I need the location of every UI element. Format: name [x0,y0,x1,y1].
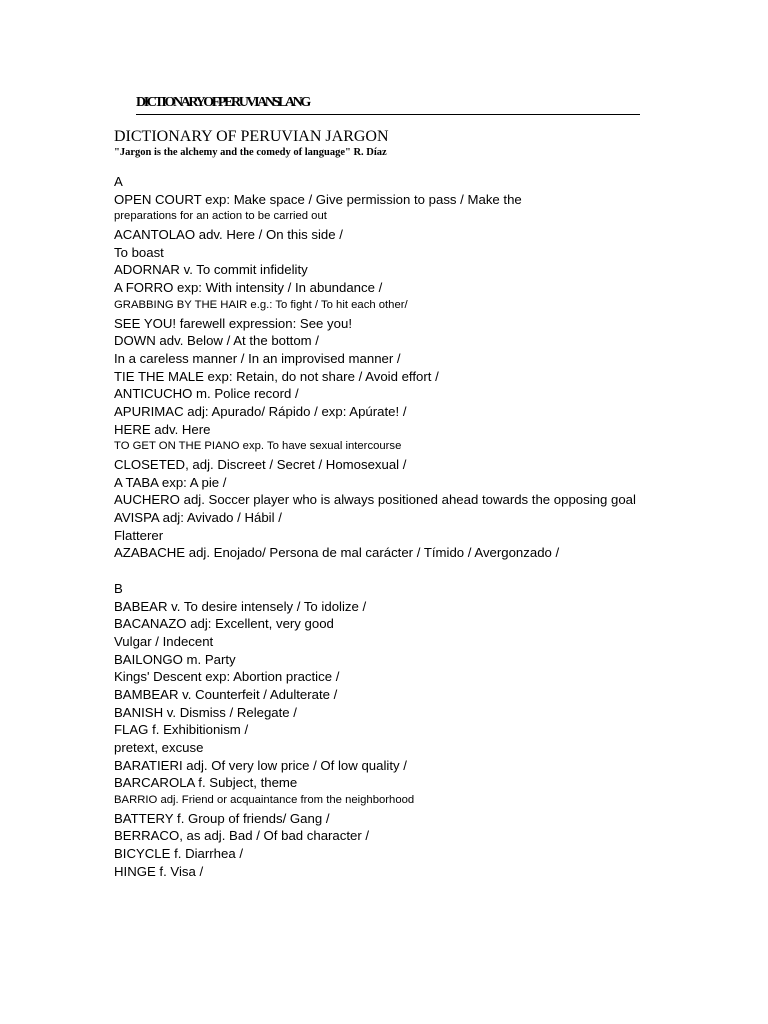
dictionary-entry: BICYCLE f. Diarrhea / [114,846,243,862]
dictionary-entry: BARATIERI adj. Of very low price / Of low quality / [114,757,407,773]
dictionary-entry: In a careless manner / In an improvised manner / [114,350,401,366]
dictionary-entry: ADORNAR v. To commit infidelity [114,262,308,278]
dictionary-entry: Flatterer [114,527,164,543]
section-letter: B [114,580,123,596]
dictionary-entry: A TABA exp: A pie / [114,474,227,490]
dictionary-entry: Vulgar / Indecent [114,633,214,649]
dictionary-entry: BACANAZO adj: Excellent, very good [114,616,334,632]
dictionary-entry: ANTICUCHO m. Police record / [114,386,299,402]
dictionary-entry: AVISPA adj: Avivado / Hábil / [114,510,282,526]
dictionary-entry: HERE adv. Here [114,421,211,437]
dictionary-entry-list [114,173,754,881]
dictionary-entry: HINGE f. Visa / [114,863,204,879]
dictionary-entry: TIE THE MALE exp: Retain, do not share / Avoid effort / [114,368,439,384]
dictionary-entry: BATTERY f. Group of friends/ Gang / [114,810,330,826]
dictionary-entry: GRABBING BY THE HAIR e.g.: To fight / To hit each other/ [114,298,408,311]
blank-line [114,562,754,580]
dictionary-entry: ACANTOLAO adv. Here / On this side / [114,227,343,243]
dictionary-entry: Kings' Descent exp: Abortion practice / [114,669,340,685]
dictionary-entry: BERRACO, as adj. Bad / Of bad character / [114,828,370,844]
dictionary-entry: TO GET ON THE PIANO exp. To have sexual intercourse [114,440,402,453]
dictionary-entry: DOWN adv. Below / At the bottom / [114,333,319,349]
dictionary-entry: SEE YOU! farewell expression: See you! [114,315,352,331]
dictionary-entry: preparations for an action to be carried out [114,210,327,223]
document-epigraph: "Jargon is the alchemy and the comedy of language" R. Díaz [114,147,387,158]
dictionary-entry: AUCHERO adj. Soccer player who is always positioned ahead towards the opposing goal [114,492,636,508]
dictionary-entry: APURIMAC adj: Apurado/ Rápido / exp: Apúrate! / [114,403,407,419]
dictionary-entry: pretext, excuse [114,740,204,755]
dictionary-entry: OPEN COURT exp: Make space / Give permission to pass / Make the [114,191,522,207]
dictionary-entry: AZABACHE adj. Enojado/ Persona de mal carácter / Tímido / Avergonzado / [114,545,560,561]
dictionary-entry: BARCAROLA f. Subject, theme [114,775,298,791]
dictionary-entry: To boast [114,244,164,260]
dictionary-entry: BAILONGO m. Party [114,651,236,667]
dictionary-entry: A FORRO exp: With intensity / In abundance / [114,280,383,296]
section-letter: A [114,174,123,189]
running-header-title: DICTIONARYOFPERUVIANSLANG [136,95,309,110]
document-title: DICTIONARY OF PERUVIAN JARGON [114,128,389,145]
dictionary-entry: FLAG f. Exhibitionism / [114,722,249,738]
dictionary-entry: BANISH v. Dismiss / Relegate / [114,704,297,720]
header-rule [136,114,640,115]
dictionary-entry: CLOSETED, adj. Discreet / Secret / Homosexual / [114,457,407,472]
dictionary-entry: BABEAR v. To desire intensely / To idolize / [114,598,367,614]
dictionary-entry: BAMBEAR v. Counterfeit / Adulterate / [114,686,338,702]
dictionary-entry: BARRIO adj. Friend or acquaintance from the neighborhood [114,794,415,807]
